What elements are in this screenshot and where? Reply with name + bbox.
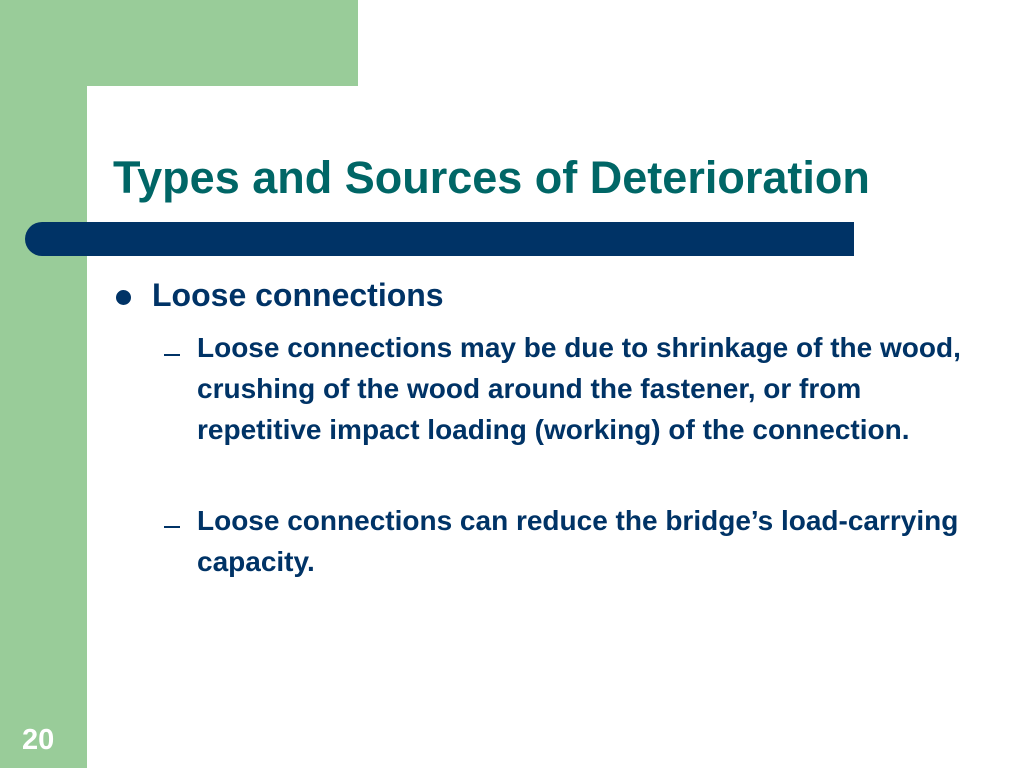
sidebar-decoration — [0, 0, 87, 768]
bullet-item: Loose connections — [152, 277, 444, 313]
title-underline-bar — [25, 222, 854, 256]
header-decoration — [0, 0, 358, 86]
slide-title: Types and Sources of Deterioration — [113, 152, 870, 203]
dash-icon — [164, 526, 180, 528]
bullet-icon — [116, 290, 131, 305]
dash-icon — [164, 354, 180, 356]
slide-number: 20 — [22, 724, 55, 756]
sub-bullet-item: Loose connections may be due to shrinkage of the wood, crushing of the wood around the fastener, or from repetitive impact loading (working) of the connection. — [197, 332, 961, 445]
sub-bullet-item: Loose connections can reduce the bridge’s load-carrying capacity. — [197, 505, 959, 577]
